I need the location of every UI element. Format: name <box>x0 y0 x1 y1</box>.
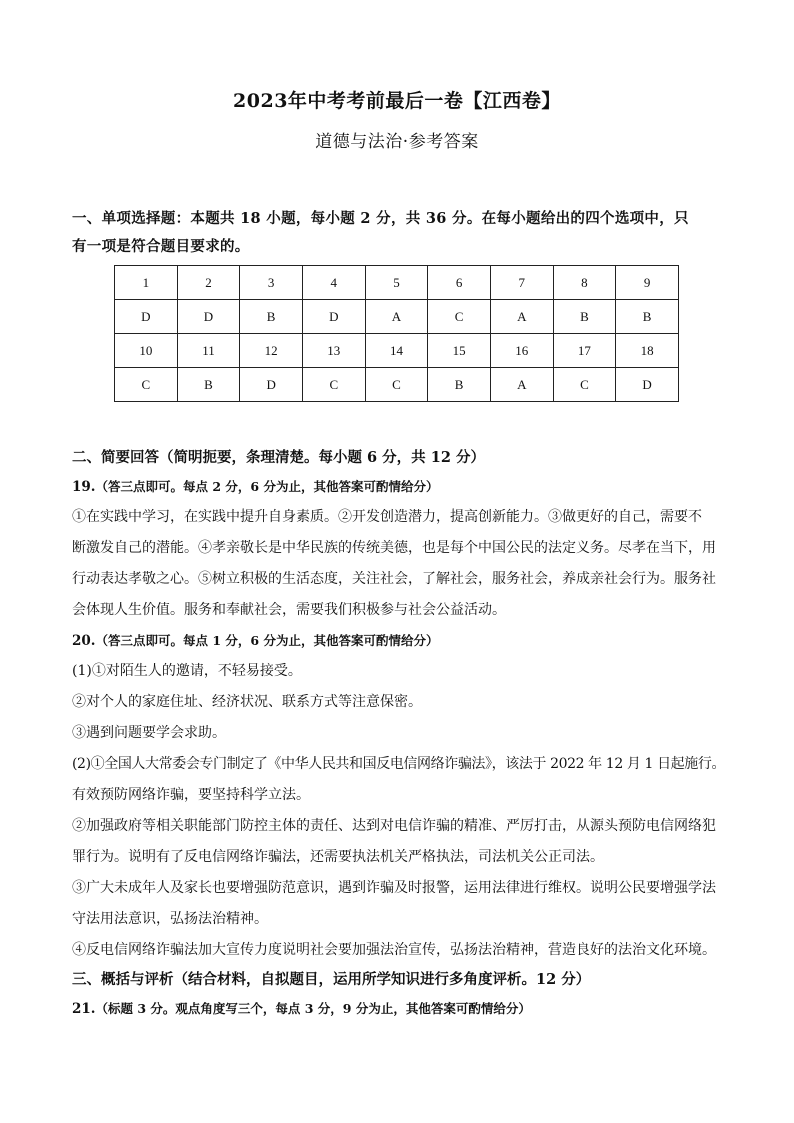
q20-line: 罪行为。说明有了反电信网络诈骗法，还需要执法机关严格执法，司法机关公正司法。 <box>72 849 604 865</box>
q21-note-line <box>72 994 724 1024</box>
table-cell: D <box>616 368 679 402</box>
table-cell: 17 <box>553 334 616 368</box>
q20-line: 守法用法意识，弘扬法治精神。 <box>72 911 268 927</box>
q20-note-line <box>72 626 724 656</box>
page-title: 2023年中考考前最后一卷【江西卷】 <box>233 90 561 112</box>
table-cell: A <box>365 300 428 334</box>
q21-number: 21. <box>72 1001 96 1017</box>
page-content <box>72 205 724 1024</box>
table-cell: C <box>428 300 491 334</box>
table-cell: 14 <box>365 334 428 368</box>
table-cell: 7 <box>490 266 553 300</box>
table-cell: 4 <box>302 266 365 300</box>
table-cell: 2 <box>177 266 240 300</box>
table-cell: 5 <box>365 266 428 300</box>
table-cell: 3 <box>240 266 303 300</box>
section2-heading: 二、简要回答（简明扼要，条理清楚。每小题 6 分，共 12 分） <box>72 449 485 466</box>
table-cell: C <box>365 368 428 402</box>
q21-note: （标题 3 分。观点角度写三个，每点 3 分，9 分为止，其他答案可酌情给分） <box>95 1001 531 1016</box>
table-cell: C <box>553 368 616 402</box>
q20-line: (2)①全国人大常委会专门制定了《中华人民共和国反电信网络诈骗法》，该法于 2022 年 12 月 1 日起施行。 <box>72 756 726 772</box>
table-cell: D <box>240 368 303 402</box>
table-row-numbers-2 <box>115 334 679 368</box>
table-cell: B <box>428 368 491 402</box>
table-cell: A <box>490 368 553 402</box>
q20-line: ③广大未成年人及家长也要增强防范意识，遇到诈骗及时报警，运用法律进行维权。说明公民要增强学法 <box>72 880 716 896</box>
table-cell: 18 <box>616 334 679 368</box>
q20-line: ②对个人的家庭住址、经济状况、联系方式等注意保密。 <box>72 694 422 710</box>
q20-line: ③遇到问题要学会求助。 <box>72 725 226 741</box>
table-cell: B <box>177 368 240 402</box>
table-cell: 13 <box>302 334 365 368</box>
q19-note: （答三点即可。每点 2 分，6 分为止，其他答案可酌情给分） <box>95 479 439 494</box>
table-cell: D <box>115 300 178 334</box>
page-subtitle: 道德与法治·参考答案 <box>315 132 479 152</box>
table-row-numbers-1 <box>115 266 679 300</box>
table-cell: 9 <box>616 266 679 300</box>
q20-line: ④反电信网络诈骗法加大宣传力度说明社会要加强法治宣传，弘扬法治精神，营造良好的法治文化环境。 <box>72 942 716 958</box>
table-cell: 8 <box>553 266 616 300</box>
table-cell: A <box>490 300 553 334</box>
q19-note-line <box>72 472 724 502</box>
table-cell: 1 <box>115 266 178 300</box>
table-cell: D <box>177 300 240 334</box>
q19-line: 行动表达孝敬之心。⑤树立积极的生活态度，关注社会，了解社会，服务社会，养成亲社会行为。服务社 <box>72 571 716 587</box>
table-cell: C <box>302 368 365 402</box>
table-cell: B <box>240 300 303 334</box>
table-cell: C <box>115 368 178 402</box>
q20-line: ②加强政府等相关职能部门防控主体的责任、达到对电信诈骗的精准、严厉打击，从源头预防电信网络犯 <box>72 818 716 834</box>
table-cell: 12 <box>240 334 303 368</box>
table-cell: 6 <box>428 266 491 300</box>
table-cell: D <box>302 300 365 334</box>
table-cell: 11 <box>177 334 240 368</box>
table-row-answers-2 <box>115 368 679 402</box>
q20-line: (1)①对陌生人的邀请，不轻易接受。 <box>72 663 302 679</box>
q19-number: 19. <box>72 479 96 495</box>
table-cell: 16 <box>490 334 553 368</box>
q20-number: 20. <box>72 633 96 649</box>
q19-line: 断激发自己的潜能。④孝亲敬长是中华民族的传统美德，也是每个中国公民的法定义务。尽孝在当下，用 <box>72 540 716 556</box>
table-cell: 10 <box>115 334 178 368</box>
section1-heading-line1: 一、单项选择题：本题共 18 小题，每小题 2 分，共 36 分。在每小题给出的四个选项中，只 <box>72 210 689 227</box>
section3-heading: 三、概括与评析（结合材料，自拟题目，运用所学知识进行多角度评析。12 分） <box>72 971 591 988</box>
table-cell: 15 <box>428 334 491 368</box>
q20-note: （答三点即可。每点 1 分，6 分为止，其他答案可酌情给分） <box>95 633 439 648</box>
table-cell: B <box>553 300 616 334</box>
answer-table <box>114 265 679 402</box>
section1-heading-line2: 有一项是符合题目要求的。 <box>72 238 250 255</box>
q19-line: ①在实践中学习，在实践中提升自身素质。②开发创造潜力，提高创新能力。③做更好的自己，需要不 <box>72 509 702 525</box>
q20-line: 有效预防网络诈骗，要坚持科学立法。 <box>72 787 310 803</box>
table-cell: B <box>616 300 679 334</box>
table-row-answers-1 <box>115 300 679 334</box>
q19-line: 会体现人生价值。服务和奉献社会，需要我们积极参与社会公益活动。 <box>72 602 506 618</box>
